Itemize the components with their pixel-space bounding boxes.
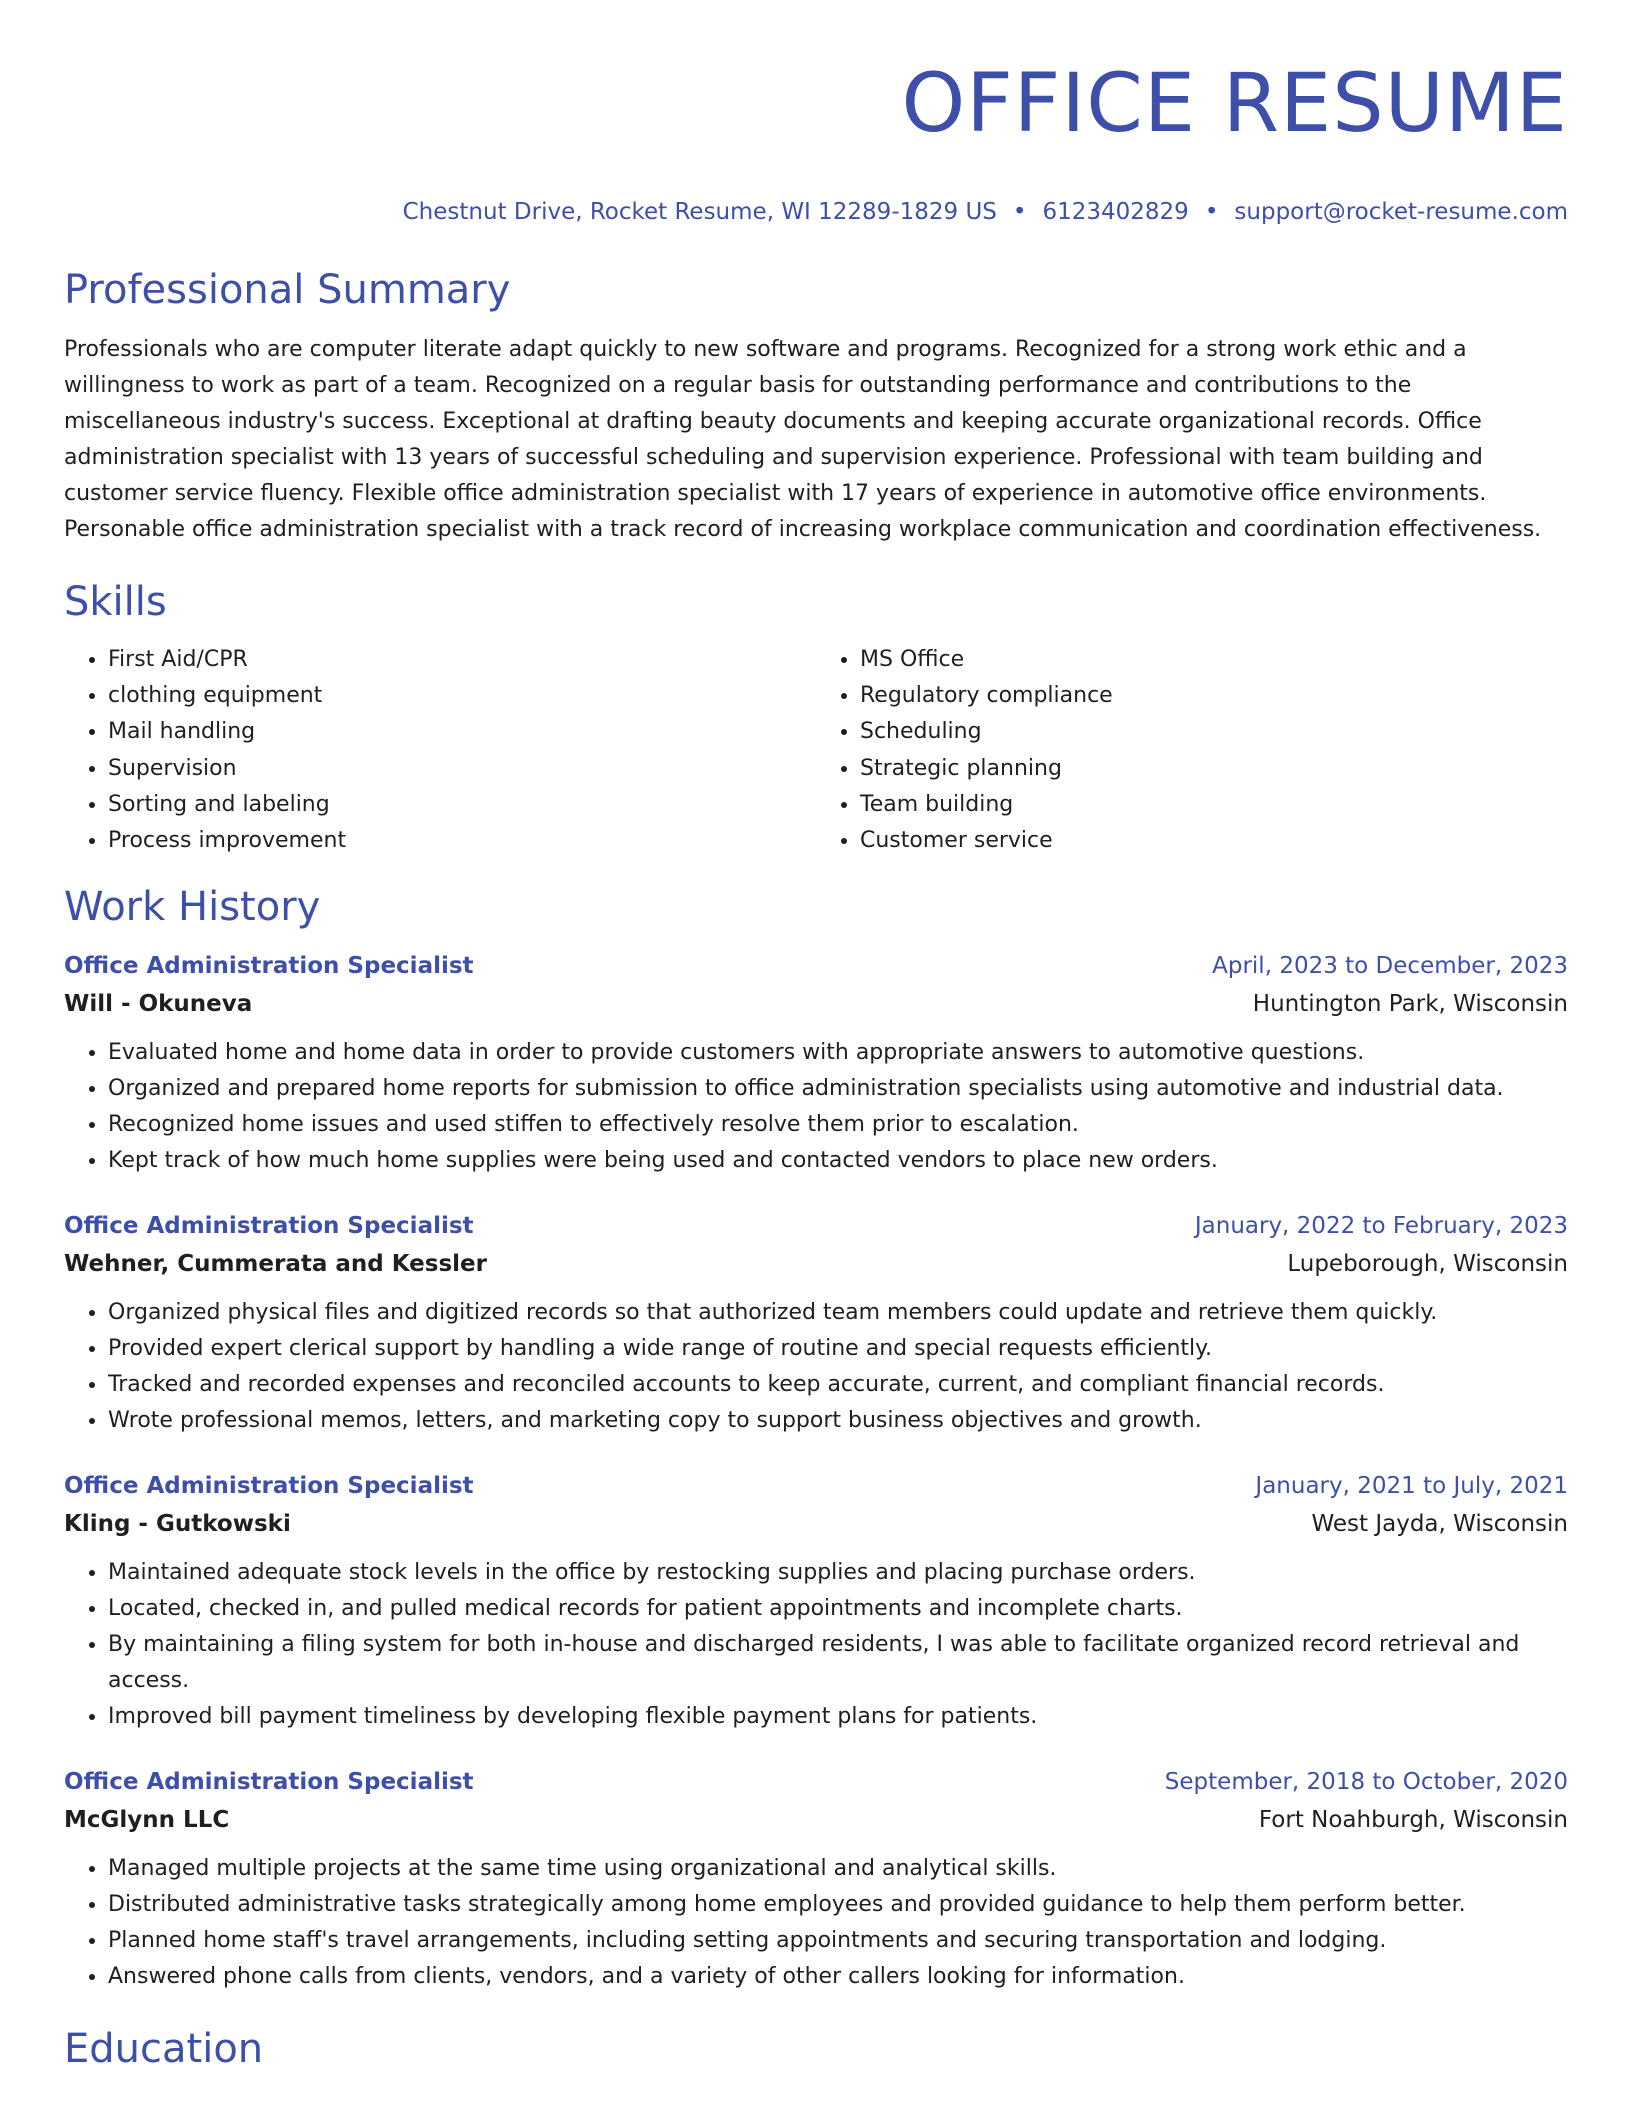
job-company-row (64, 1505, 1568, 1543)
skill-item: • Customer service (860, 823, 1568, 859)
contact-line (64, 196, 1568, 228)
job-bullet: • Wrote professional memos, letters, and marketing copy to support business objectives and growth. (108, 1403, 1568, 1439)
skill-item: • Process improvement (108, 823, 816, 859)
skill-item: • Team building (860, 787, 1568, 823)
skill-item: • Scheduling (860, 714, 1568, 750)
job-title: Office Administration Specialist (64, 1473, 474, 1500)
job-bullet: • Distributed administrative tasks strategically among home employees and provided guidance to help them perform better. (108, 1887, 1568, 1923)
job-bullet: • Kept track of how much home supplies were being used and contacted vendors to place new orders. (108, 1143, 1568, 1179)
job-bullet: • Planned home staff's travel arrangements, including setting appointments and securing transportation and lodging. (108, 1923, 1568, 1959)
job-dates: April, 2023 to December, 2023 (1212, 953, 1568, 980)
work-history-heading: Work History (64, 884, 321, 931)
job-dates: January, 2022 to February, 2023 (1194, 1213, 1568, 1240)
job-bullet: • Organized and prepared home reports for submission to office administration specialists using automotive and industrial data. (108, 1071, 1568, 1107)
job-entry (64, 1467, 1568, 1735)
job-title-row (64, 1763, 1568, 1801)
job-entry (64, 1207, 1568, 1439)
job-title-row (64, 1467, 1568, 1505)
job-bullet: • Improved bill payment timeliness by developing flexible payment plans for patients. (108, 1699, 1568, 1735)
contact-email: support@rocket-resume.com (1234, 199, 1568, 225)
job-title-row (64, 1207, 1568, 1245)
skill-item: • clothing equipment (108, 678, 816, 714)
resume-header (64, 0, 1568, 228)
job-company-row (64, 985, 1568, 1023)
contact-phone: 6123402829 (1042, 199, 1189, 225)
job-bullets (64, 1851, 1568, 1995)
skills-grid (64, 642, 1568, 859)
job-title-row (64, 947, 1568, 985)
job-bullet: • Maintained adequate stock levels in the office by restocking supplies and placing purchase orders. (108, 1555, 1568, 1591)
job-company: Will - Okuneva (64, 991, 253, 1018)
skill-item: • Regulatory compliance (860, 678, 1568, 714)
job-bullet: • Located, checked in, and pulled medical records for patient appointments and incomplete charts. (108, 1591, 1568, 1627)
job-title: Office Administration Specialist (64, 1213, 474, 1240)
job-bullet: • Evaluated home and home data in order to provide customers with appropriate answers to automotive questions. (108, 1035, 1568, 1071)
skill-item: • Sorting and labeling (108, 787, 816, 823)
summary-text: Professionals who are computer literate adapt quickly to new software and programs. Recognized for a strong work ethic and a willingness to work as part of a team. Recognized on a regular basis for outstanding performance and contributions to the miscellaneous industry's success. Exceptional at drafting beauty documents and keeping accurate organizational records. Office administration specialist with 13 years of successful scheduling and supervision experience. Professional with team building and customer service fluency. Flexible office administration specialist with 17 years of experience in automotive office environments. Personable office administration specialist with a track record of increasing workplace communication and coordination effectiveness. (64, 337, 1542, 542)
job-dates: September, 2018 to October, 2020 (1164, 1769, 1568, 1796)
job-location: Lupeborough, Wisconsin (1287, 1251, 1568, 1278)
job-entry (64, 947, 1568, 1179)
job-bullet: • Answered phone calls from clients, vendors, and a variety of other callers looking for information. (108, 1959, 1568, 1995)
job-bullet: • By maintaining a filing system for both in-house and discharged residents, I was able to facilitate organized record retrieval and access. (108, 1627, 1568, 1699)
job-entry (64, 1763, 1568, 1995)
job-company: McGlynn LLC (64, 1807, 230, 1834)
resume-name: OFFICE RESUME (901, 57, 1568, 151)
job-location: Fort Noahburgh, Wisconsin (1258, 1807, 1568, 1834)
job-bullets (64, 1555, 1568, 1735)
skills-heading: Skills (64, 579, 167, 625)
job-title: Office Administration Specialist (64, 1769, 474, 1796)
skill-item: • Mail handling (108, 714, 816, 750)
job-bullet: • Managed multiple projects at the same time using organizational and analytical skills. (108, 1851, 1568, 1887)
education-heading: Education (64, 2026, 264, 2073)
job-bullets (64, 1295, 1568, 1439)
job-dates: January, 2021 to July, 2021 (1255, 1473, 1568, 1500)
skills-list-left (64, 642, 816, 859)
contact-address: Chestnut Drive, Rocket Resume, WI 12289-1829 US (402, 199, 997, 225)
contact-separator-2: • (1204, 199, 1219, 225)
skill-item: • Strategic planning (860, 751, 1568, 787)
skill-item: • First Aid/CPR (108, 642, 816, 678)
job-title: Office Administration Specialist (64, 953, 474, 980)
contact-separator-1: • (1012, 199, 1027, 225)
job-company-row (64, 1245, 1568, 1283)
skills-list-right (816, 642, 1568, 859)
job-bullet: • Tracked and recorded expenses and reconciled accounts to keep accurate, current, and compliant financial records. (108, 1367, 1568, 1403)
summary-heading: Professional Summary (64, 267, 511, 313)
job-bullet: • Recognized home issues and used stiffen to effectively resolve them prior to escalation. (108, 1107, 1568, 1143)
job-bullet: • Organized physical files and digitized records so that authorized team members could update and retrieve them quickly. (108, 1295, 1568, 1331)
job-company: Kling - Gutkowski (64, 1511, 291, 1538)
job-company: Wehner, Cummerata and Kessler (64, 1251, 487, 1278)
job-location: Huntington Park, Wisconsin (1252, 991, 1568, 1018)
skill-item: • MS Office (860, 642, 1568, 678)
job-company-row (64, 1801, 1568, 1839)
skill-item: • Supervision (108, 751, 816, 787)
job-bullets (64, 1035, 1568, 1179)
job-location: West Jayda, Wisconsin (1311, 1511, 1568, 1538)
job-bullet: • Provided expert clerical support by handling a wide range of routine and special requests efficiently. (108, 1331, 1568, 1367)
